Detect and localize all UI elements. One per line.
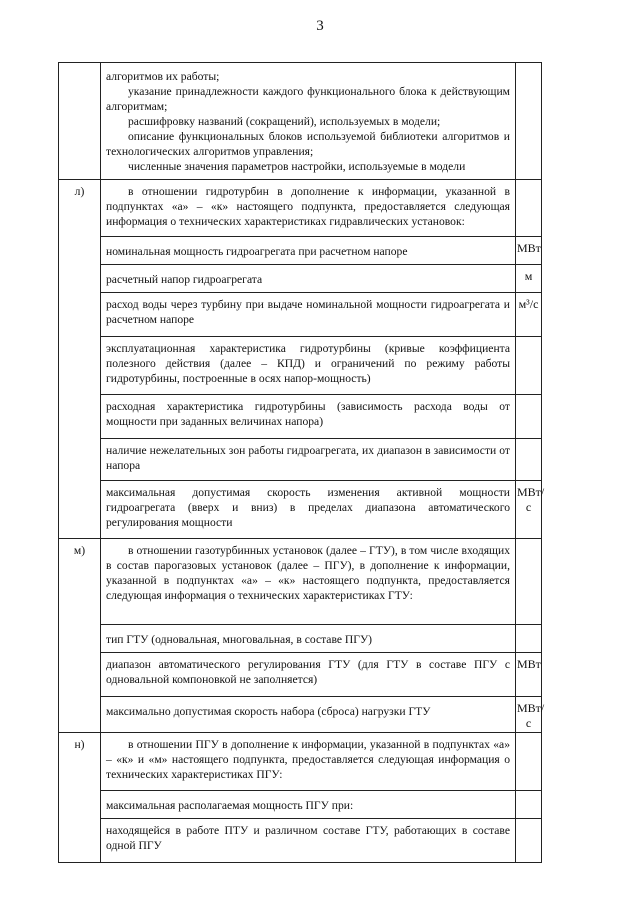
row-text: находящейся в работе ПТУ и различном составе ГТУ, работающих в составе одной ПГУ — [101, 819, 516, 863]
paragraph: описание функциональных блоков используемой библиотеки алгоритмов и технологических алгоритмов управления; — [106, 130, 510, 158]
row-text: эксплуатационная характеристика гидротурбины (кривые коэффициента полезного действия (далее – КПД) и ограничений по режиму работы гидротурбины, построенные в осях напор-мощность) — [101, 337, 516, 395]
table-row — [59, 481, 542, 539]
unit-cell: м — [516, 265, 542, 293]
table-row — [59, 791, 542, 819]
table-row — [59, 625, 542, 653]
table-row — [59, 293, 542, 337]
table-row — [59, 733, 542, 791]
table-row — [59, 439, 542, 481]
table-row — [59, 337, 542, 395]
unit-cell: МВт — [516, 237, 542, 265]
description-cell — [101, 63, 516, 180]
unit-cell: МВт/с — [516, 481, 542, 539]
section-intro: в отношении ПГУ в дополнение к информации, указанной в подпунктах «а» – «к» и «м» настоящего подпункта, предоставляется следующая информация о технических характеристиках ПГУ: — [101, 733, 516, 791]
unit-cell — [516, 791, 542, 819]
row-text: тип ГТУ (одновальная, многовальная, в составе ПГУ) — [101, 625, 516, 653]
paragraph: указание принадлежности каждого функционального блока к действующим алгоритмам; — [106, 85, 510, 113]
unit-cell — [516, 337, 542, 395]
row-text: максимальная допустимая скорость изменения активной мощности гидроагрегата (вверх и вниз) в пределах диапазона автоматического регулирования мощности — [101, 481, 516, 539]
unit-cell — [516, 439, 542, 481]
unit-cell — [516, 819, 542, 863]
table-row — [59, 237, 542, 265]
unit-cell — [516, 180, 542, 237]
row-text: расчетный напор гидроагрегата — [101, 265, 516, 293]
row-text: номинальная мощность гидроагрегата при расчетном напоре — [101, 237, 516, 265]
page-number: 3 — [316, 18, 324, 34]
table-row — [59, 697, 542, 733]
row-text: расходная характеристика гидротурбины (зависимость расхода воды от мощности при заданных величинах напора) — [101, 395, 516, 439]
section-letter: м) — [59, 539, 101, 625]
unit-cell — [516, 63, 542, 180]
requirements-table — [58, 62, 545, 863]
table-row — [59, 180, 542, 237]
table-row — [59, 63, 542, 180]
unit-cell: МВт — [516, 653, 542, 697]
unit-cell — [516, 539, 542, 625]
row-text: наличие нежелательных зон работы гидроагрегата, их диапазон в зависимости от напора — [101, 439, 516, 481]
row-text: максимально допустимая скорость набора (сброса) нагрузки ГТУ — [101, 697, 516, 733]
table-row — [59, 539, 542, 625]
paragraph: численные значения параметров настройки, используемые в модели — [128, 160, 466, 173]
table-row — [59, 653, 542, 697]
unit-cell — [516, 733, 542, 791]
table-row — [59, 265, 542, 293]
unit-cell — [516, 625, 542, 653]
table-row — [59, 395, 542, 439]
row-text: максимальная располагаемая мощность ПГУ при: — [101, 791, 516, 819]
unit-cell: МВт/с — [516, 697, 542, 733]
section-intro: в отношении газотурбинных установок (далее – ГТУ), в том числе входящих в состав парогазовых установок (далее – ПГУ), в дополнение к информации, указанной в подпунктах «а» – «к» настоящего подпункта, предоставляется следующая информация о технических характеристиках ГТУ: — [101, 539, 516, 625]
section-letter: л) — [59, 180, 101, 237]
row-text: расход воды через турбину при выдаче номинальной мощности гидроагрегата и расчетном напоре — [101, 293, 516, 337]
table-row — [59, 819, 542, 863]
paragraph: алгоритмов их работы; — [106, 70, 220, 83]
row-text: диапазон автоматического регулирования ГТУ (для ГТУ в составе ПГУ с одновальной компоновкой не заполняется) — [101, 653, 516, 697]
section-letter: н) — [59, 733, 101, 791]
letter-cell — [59, 63, 101, 180]
paragraph: расшифровку названий (сокращений), используемых в модели; — [128, 115, 441, 128]
unit-cell: м³/с — [516, 293, 542, 337]
unit-cell — [516, 395, 542, 439]
section-intro: в отношении гидротурбин в дополнение к информации, указанной в подпунктах «а» – «к» настоящего подпункта, предоставляется следующая информация о технических характеристиках гидравлических установок: — [101, 180, 516, 237]
